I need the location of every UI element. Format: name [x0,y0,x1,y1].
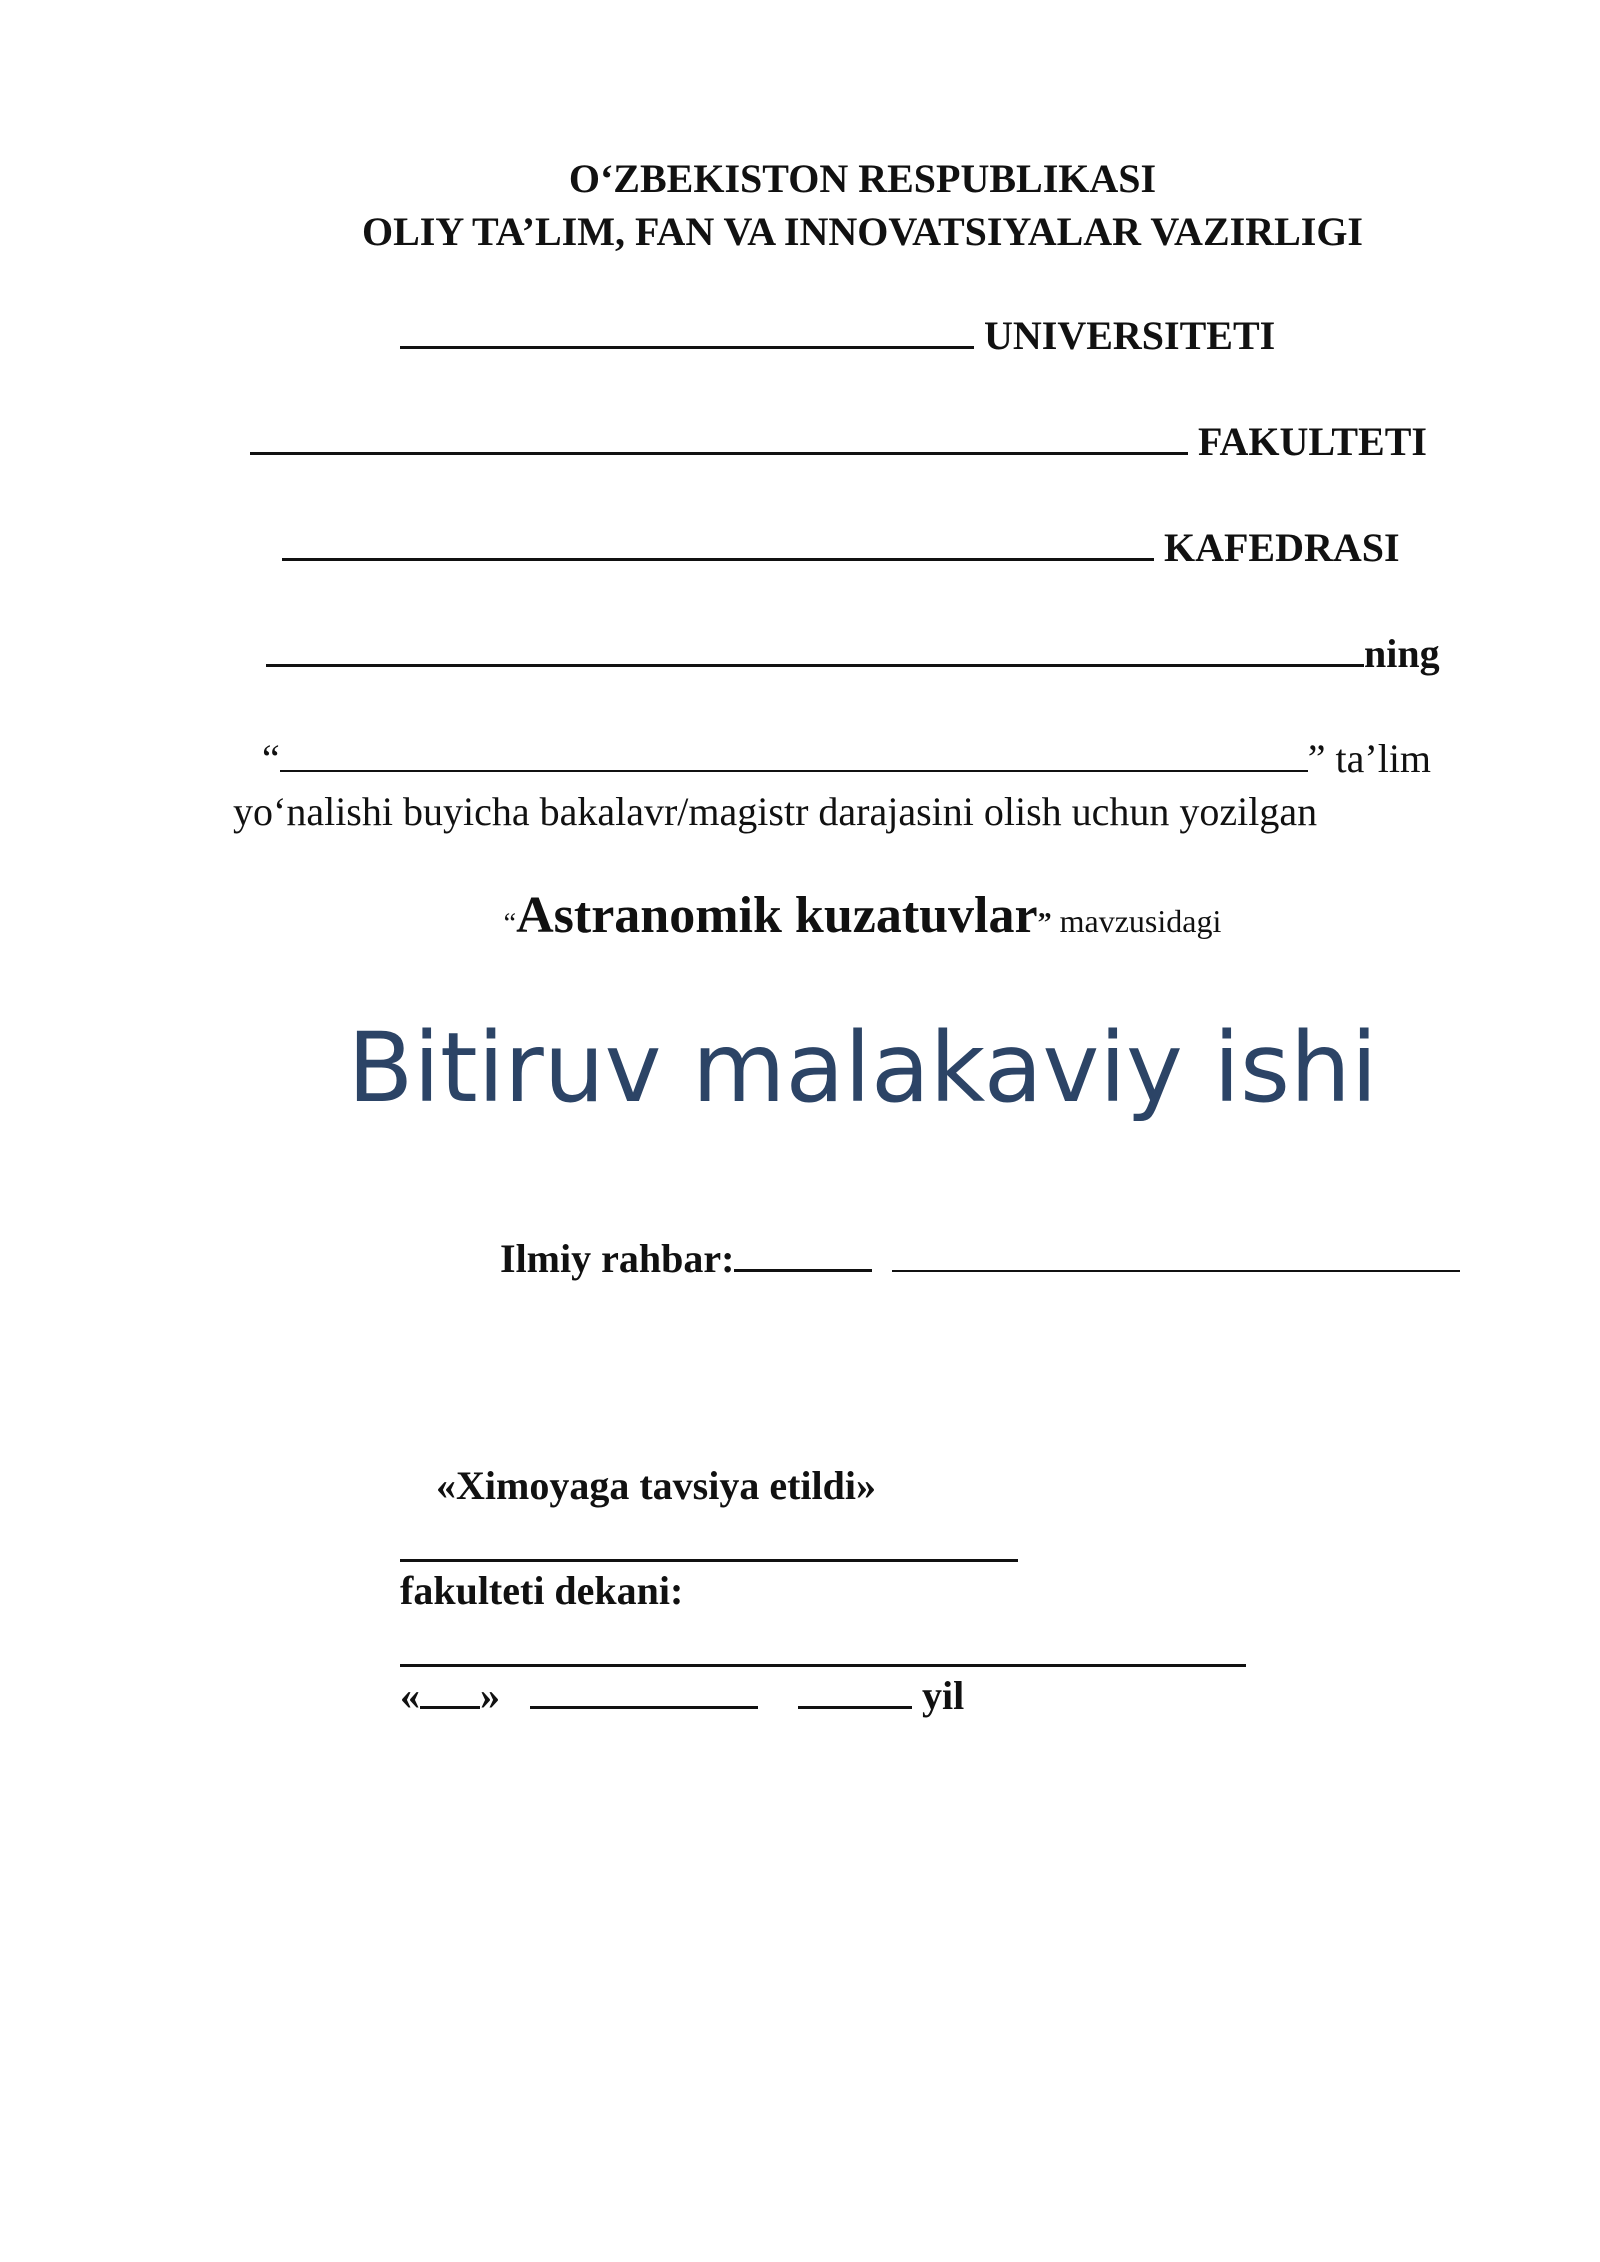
direction-close-quote: ” ta’lim [1307,736,1432,781]
approval-recommended: «Ximoyaga tavsiya etildi» [436,1463,876,1508]
supervisor-row [500,1235,1460,1282]
topic-close-quote: ” [1037,908,1052,939]
topic-open-quote: “ [503,908,517,939]
topic-title: Astranomik kuzatuvlar [516,887,1038,944]
direction-open-quote: “ [262,736,280,781]
direction-blank [280,736,1308,772]
date-open-quote: « [400,1673,420,1718]
university-row [400,312,1275,359]
date-close-quote: » [480,1673,500,1718]
department-label: KAFEDRASI [1164,525,1400,570]
supervisor-name-blank [892,1236,1460,1272]
approval-faculty-blank-row [400,1525,1018,1567]
date-day-blank [420,1672,480,1709]
topic-suffix: mavzusidagi [1051,903,1222,939]
department-blank [282,524,1154,561]
student-row [266,630,1440,677]
date-year-blank [798,1672,912,1709]
student-suffix: ning [1364,631,1440,676]
document-title: Bitiruv malakaviy ishi [347,1012,1378,1124]
year-label: yil [922,1673,965,1718]
student-name-blank [266,630,1364,667]
header-line-2: OLIY TA’LIM, FAN VA INNOVATSIYALAR VAZIRLIGI [361,209,1363,254]
topic-row [0,886,1600,945]
direction-row [262,735,1431,782]
department-row [282,524,1400,571]
supervisor-label: Ilmiy rahbar: [500,1236,735,1281]
university-blank [400,312,974,349]
faculty-row [250,418,1427,465]
dean-name-blank [400,1630,1246,1667]
date-row [400,1672,964,1719]
supervisor-title-blank [734,1235,872,1272]
dean-label: fakulteti dekani: [400,1568,684,1613]
faculty-label: FAKULTETI [1198,419,1427,464]
direction-line-2: yo‘nalishi buyicha bakalavr/magistr darajasini olish uchun yozilgan [233,789,1318,834]
university-label: UNIVERSITETI [984,313,1276,358]
faculty-blank [250,418,1188,455]
approval-faculty-blank [400,1525,1018,1562]
header-line-1: O‘ZBEKISTON RESPUBLIKASI [568,156,1157,201]
dean-name-blank-row [400,1630,1246,1672]
date-month-blank [530,1672,758,1709]
